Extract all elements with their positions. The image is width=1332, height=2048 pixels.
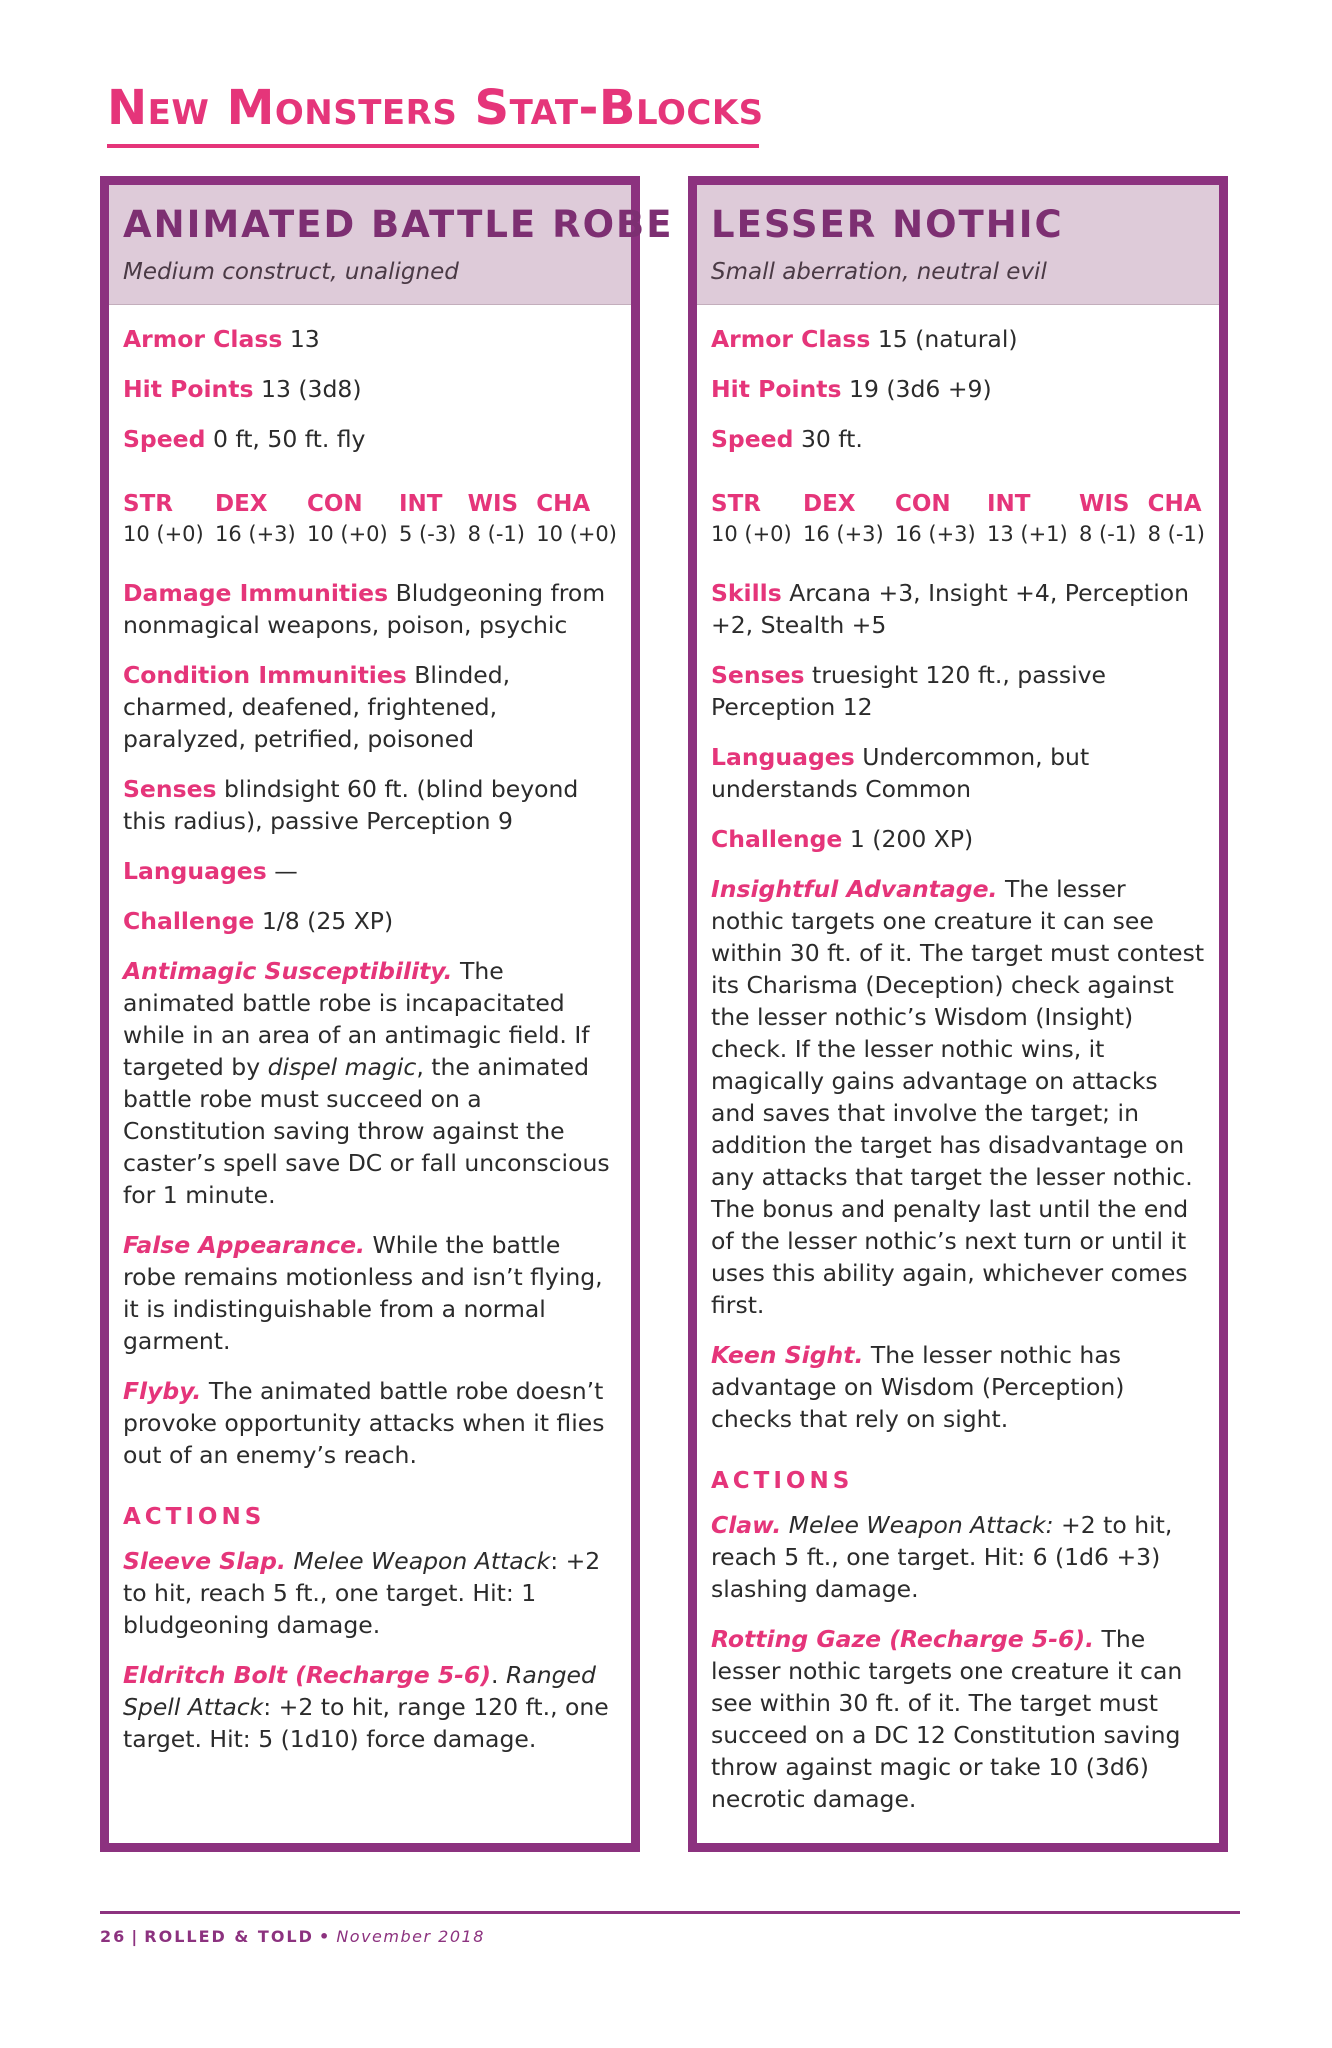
- ability-con: CON 10 (+0): [307, 491, 388, 546]
- trait-keen-sight: Keen Sight. The lesser nothic has advantage on Wisdom (Perception) checks that rely on sight.: [711, 1341, 1125, 1433]
- stat-block-header: [109, 185, 674, 305]
- armor-class: Armor Class 15 (natural): [711, 325, 1018, 353]
- monster-name: ANIMATED BATTLE ROBE: [123, 203, 674, 246]
- ability-scores: [123, 489, 617, 549]
- stat-block-header: [697, 185, 1219, 305]
- stat-block-animated-battle-robe: [100, 176, 674, 1852]
- challenge: Challenge 1 (200 XP): [711, 825, 974, 853]
- issue-date: November 2018: [336, 1927, 485, 1946]
- action-eldritch-bolt: Eldritch Bolt (Recharge 5-6). Ranged Spell Attack: +2 to hit, range 120 ft., one target. Hit: 5 (1d10) force damage.: [123, 1661, 609, 1753]
- page-title: New Monsters Stat-Blocks: [107, 80, 764, 136]
- ability-str: STR 10 (+0): [123, 491, 204, 546]
- title-underline: [107, 144, 759, 148]
- ability-int: INT 13 (+1): [987, 491, 1068, 546]
- skills: Skills Arcana +3, Insight +4, Perception +2, Stealth +5: [711, 579, 1190, 639]
- ability-dex: DEX 16 (+3): [803, 491, 884, 546]
- ability-con: CON 16 (+3): [895, 491, 976, 546]
- ability-int: INT 5 (-3): [399, 491, 457, 546]
- ability-str: STR 10 (+0): [711, 491, 792, 546]
- senses: Senses truesight 120 ft., passive Perception 12: [711, 661, 1107, 721]
- ability-cha: CHA 10 (+0): [536, 491, 617, 546]
- ability-wis: WIS 8 (-1): [467, 491, 525, 546]
- armor-class: Armor Class 13: [123, 325, 320, 353]
- trait-insightful-advantage: Insightful Advantage. The lesser nothic targets one creature it can see within 30 ft. of it. The target must contest its Charisma (Deception) check against the lesser nothic’s Wisdom (Insight) check. If the lesser nothic wins, it magically gains advantage on attacks and saves that involve the target; in addition the target has disadvantage on any attacks that target the lesser nothic. The bonus and penalty last until the end of the lesser nothic’s next turn or until it uses this ability again, whichever comes first.: [711, 875, 1205, 1319]
- page-number: 26: [100, 1927, 127, 1946]
- actions-heading: ACTIONS: [711, 1468, 854, 1494]
- footer-separator: |: [131, 1927, 140, 1946]
- ability-cha: CHA 8 (-1): [1147, 491, 1205, 546]
- hit-points: Hit Points 19 (3d6 +9): [711, 375, 992, 403]
- actions-heading: ACTIONS: [123, 1504, 266, 1530]
- trait-antimagic-susceptibility: Antimagic Susceptibility. The animated battle robe is incapacitated while in an area of an antimagic field. If targeted by dispel magic, the animated battle robe must succeed on a Constitution saving throw against the caster’s spell save DC or fall unconscious for 1 minute.: [123, 957, 610, 1209]
- publication-name: ROLLED & TOLD: [144, 1927, 314, 1946]
- monster-type: Medium construct, unaligned: [123, 259, 459, 285]
- action-claw: Claw. Melee Weapon Attack: +2 to hit, reach 5 ft., one target. Hit: 6 (1d6 +3) slashing damage.: [711, 1511, 1173, 1603]
- challenge: Challenge 1/8 (25 XP): [123, 907, 394, 935]
- monster-name: LESSER NOTHIC: [711, 203, 1064, 246]
- trait-flyby: Flyby. The animated battle robe doesn’t provoke opportunity attacks when it flies out of an enemy’s reach.: [123, 1377, 605, 1469]
- footer-bullet: •: [319, 1927, 332, 1946]
- languages: Languages —: [123, 857, 298, 885]
- languages: Languages Undercommon, but understands Common: [711, 743, 1090, 803]
- condition-immunities: Condition Immunities Blinded, charmed, deafened, frightened, paralyzed, petrified, poisoned: [123, 661, 511, 753]
- stat-block-body: [697, 305, 1219, 1815]
- speed: Speed 30 ft.: [711, 425, 863, 453]
- ability-dex: DEX 16 (+3): [215, 491, 296, 546]
- action-sleeve-slap: Sleeve Slap. Melee Weapon Attack: +2 to hit, reach 5 ft., one target. Hit: 1 bludgeoning damage.: [123, 1547, 601, 1639]
- footer-rule: [100, 1911, 1240, 1914]
- stat-block-lesser-nothic: [688, 176, 1228, 1852]
- page-footer: [100, 1926, 485, 1948]
- damage-immunities: Damage Immunities Bludgeoning from nonmagical weapons, poison, psychic: [123, 579, 606, 639]
- trait-false-appearance: False Appearance. While the battle robe remains motionless and isn’t flying, it is indistinguishable from a normal garment.: [123, 1231, 603, 1355]
- action-rotting-gaze: Rotting Gaze (Recharge 5-6). The lesser nothic targets one creature it can see within 30 ft. of it. The target must succeed on a DC 12 Constitution saving throw against magic or take 10 (3d6) necrotic damage.: [711, 1625, 1183, 1813]
- hit-points: Hit Points 13 (3d8): [123, 375, 362, 403]
- ability-scores: [711, 489, 1205, 549]
- ability-wis: WIS 8 (-1): [1079, 491, 1137, 546]
- monster-type: Small aberration, neutral evil: [711, 259, 1047, 285]
- speed: Speed 0 ft, 50 ft. fly: [123, 425, 366, 453]
- stat-block-body: [109, 305, 631, 1755]
- senses: Senses blindsight 60 ft. (blind beyond this radius), passive Perception 9: [123, 775, 579, 835]
